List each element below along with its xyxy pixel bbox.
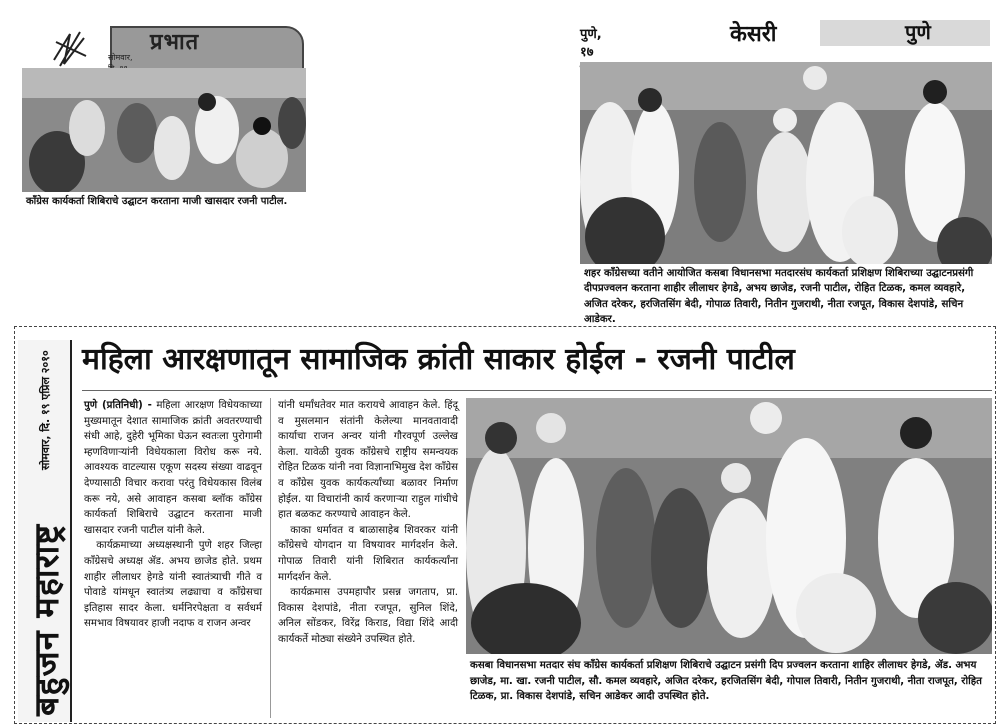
col2-para-2: काका धर्मावत व बाळासाहेब शिवरकर यांनी कॉंग्रेसचे योगदान या विषयावर मार्गदर्शन केले. गोपाळ तिवारी यांनी शिबिरात कार्यकर्त्यांना मार्गदर्शन केले. xyxy=(278,524,458,583)
article-column-1 xyxy=(84,398,262,632)
kesari-photo xyxy=(580,62,992,264)
column-rule xyxy=(270,398,271,718)
prabhat-caption: काँग्रेस कार्यकर्ता शिबिराचे उद्घाटन करताना माजी खासदार रजनी पाटील. xyxy=(26,196,288,207)
article-byline: पुणे (प्रतिनिधी) - xyxy=(84,400,152,411)
prabhat-masthead xyxy=(110,26,304,70)
col2-para-3: कार्यक्रमास उपमहापौर प्रसन्न जगताप, प्रा. विकास देशपांडे, नीता रजपूत, सुनिल शिंदे, अनिल सोंडकर, विरेंद्र किराड, विद्या शिंदे आदी कार्यकर्ते मोठ्या संख्येने उपस्थित होते. xyxy=(278,587,458,645)
headline-underline xyxy=(82,390,992,391)
article-column-2 xyxy=(278,398,458,648)
prabhat-dateline: सोमवार, xyxy=(108,53,133,62)
bahujan-photo xyxy=(466,398,992,654)
kesari-edition: पुणे xyxy=(905,20,931,44)
kesari-dateline: पुणे, १७ xyxy=(580,27,602,60)
signature-scribble xyxy=(50,30,90,68)
col2-para-1: यांनी धर्मांधतेवर मात करायचे आवाहन केले. हिंदू व मुसलमान संतांनी केलेल्या मानवतावादी कार्याचा राजन अन्वर यांनी गौरवपूर्ण उल्लेख केला. यावेळी युवक कॉंग्रेसचे राष्ट्रीय समन्वयक रोहित टिळक यांनी नवा विज्ञानाभिमुख देश कॉंग्रेस व कॉंग्रेस युवक कार्यकर्त्यांच्या बळावर निर्माण होईल. या विचारांनी कार्य करणाऱ्या राहुल गांधीचे हात बळकट करण्याचे आवाहन केले. xyxy=(278,400,458,521)
article-headline: महिला आरक्षणातून सामाजिक क्रांती साकार होईल - रजनी पाटील xyxy=(82,342,795,377)
col1-para-2: कार्यक्रमाच्या अध्यक्षस्थानी पुणे शहर जिल्हा कॉंग्रेसचे अध्यक्ष ॲड. अभय छाजेड होते. प्रथम शाहीर लीलाधर हेगडे यांनी स्वातंत्र्याची गीते व पोवाडे यांमधून स्वातंत्र्य लढ्याचा व कॉंग्रेसचा इतिहास सादर केला. धर्मनिरपेक्षता व सर्वधर्म समभाव विषयावर हाजी नदाफ व राजन अन्वर xyxy=(84,540,262,630)
bahujan-dateline: सोमवार, दि. १९ एप्रिल २०१० xyxy=(39,350,52,470)
prabhat-photo xyxy=(22,68,306,192)
kesari-masthead: केसरी xyxy=(730,22,777,47)
kesari-caption: शहर काँग्रेसच्या वतीने आयोजित कसबा विधानसभा मतदारसंघ कार्यकर्ता प्रशिक्षण शिबिराच्या उद्घाटनप्रसंगी दीपप्रज्वलन करताना शाहीर लीलाधर हेगडे, अभय छाजेड, रजनी पाटील, रोहित टिळक, कमल व्यवहारे, अजित दरेकर, हरजितसिंग बेदी, गोपाळ तिवारी, नितीन गुजराथी, नीता रजपूत, विकास देशपांडे, सचिन आडेकर. xyxy=(584,268,974,326)
bahujan-caption: कसबा विधानसभा मतदार संघ कॉंग्रेस कार्यकर्ता प्रशिक्षण शिबिराचे उद्घाटन प्रसंगी दिप प्रज्वलन करताना शाहिर लीलाधर हेगडे, ॲड. अभय छाजेड, मा. खा. रजनी पाटील, सौ. कमल व्यवहारे, अजित दरेकर, हरजितसिंग बेदी, गोपाल तिवारी, नितीन गुजराथी, नीता राजपूत, रोहित टिळक, प्रा. विकास देशपांडे, सचिन आडेकर आदी उपस्थित होते. xyxy=(470,660,982,703)
bahujan-masthead: बहुजन महाराष्ट्र xyxy=(27,523,67,716)
col1-para-1: महिला आरक्षण विधेयकाच्या मुख्यमातून देशात सामाजिक क्रांती अवतरण्याची संधी आहे, दुहेरी भूमिका घेऊन स्वतःला पुरोगामी म्हणविणाऱ्यांनी विधेयकाला विरोध करू नये. आवश्यक वाटल्यास एकूण सदस्य संख्या वाढवून देण्यासाठी विचार करावा परंतु विधेयकास विलंब करू नये, असे आवाहन कसबा ब्लॉक कॉंग्रेस कार्यकर्ता शिबिराचे उद्घाटन करताना माजी खासदार रजनी पाटील यांनी केले. xyxy=(84,400,262,536)
prabhat-masthead-title: प्रभात xyxy=(150,30,200,55)
